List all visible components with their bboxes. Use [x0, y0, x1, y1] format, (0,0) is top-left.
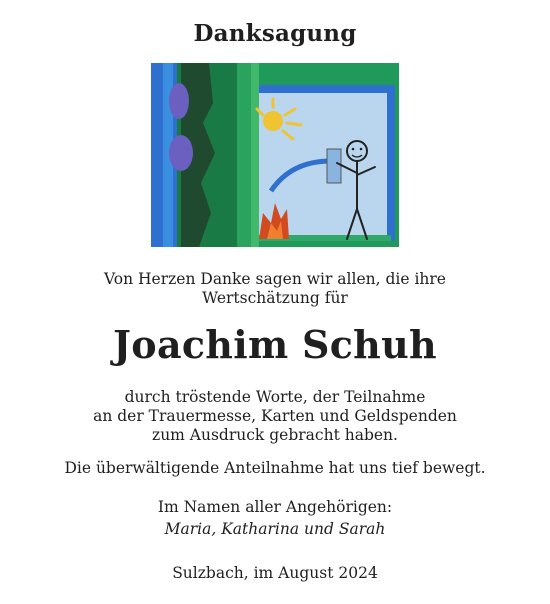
body-line-1: durch tröstende Worte, der Teilnahme — [124, 388, 426, 406]
intro-text — [0, 270, 550, 308]
place-date: Sulzbach, im August 2024 — [172, 564, 378, 582]
body-line-2: an der Trauermesse, Karten und Geldspenden — [93, 407, 457, 425]
page-title: Danksagung — [193, 20, 357, 47]
body-line-4: Die überwältigende Anteilnahme hat uns tief bewegt. — [64, 459, 486, 477]
intro-line-2: Wertschätzung für — [202, 289, 348, 307]
signature-names: Maria, Katharina und Sarah — [164, 520, 386, 538]
child-drawing-icon — [151, 63, 399, 247]
body-text — [0, 388, 550, 445]
intro-line-1: Von Herzen Danke sagen wir allen, die ihre — [104, 270, 446, 288]
signature-intro: Im Namen aller Angehörigen: — [157, 498, 393, 516]
deceased-name: Joachim Schuh — [113, 322, 437, 367]
body-line-3: zum Ausdruck gebracht haben. — [152, 426, 398, 444]
